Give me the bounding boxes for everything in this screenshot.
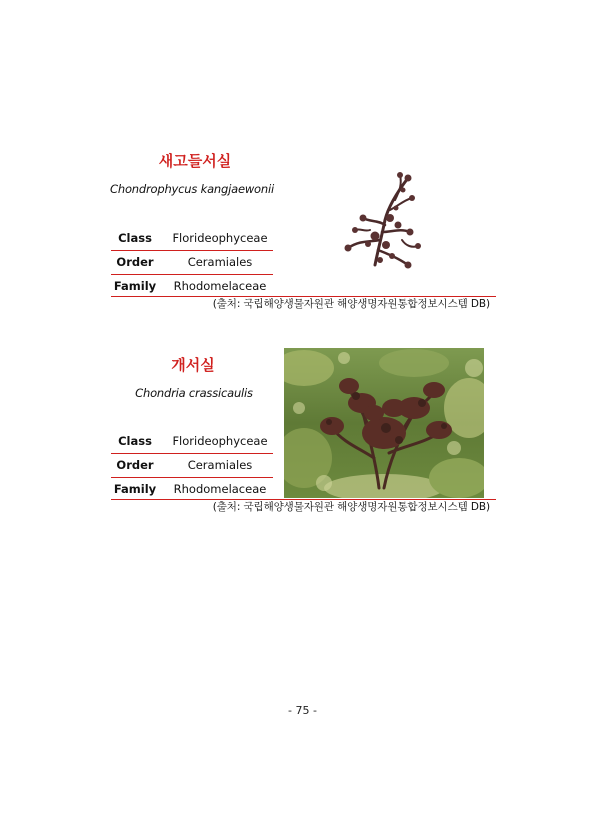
taxonomy-row-class — [111, 227, 273, 251]
species-scientific-name: Chondrophycus kangjaewonii — [110, 182, 274, 196]
taxonomy-label: Family — [113, 482, 157, 496]
taxonomy-label: Class — [118, 231, 152, 245]
species-korean-name: 새고들서실 — [158, 152, 232, 170]
page-number: - 75 - — [288, 704, 317, 717]
taxonomy-row-order — [111, 454, 273, 478]
taxonomy-row-class — [111, 430, 273, 454]
taxonomy-value: Florideophyceae — [172, 434, 268, 448]
taxonomy-label: Order — [116, 458, 154, 472]
taxonomy-row-family — [111, 478, 273, 501]
taxonomy-row-order — [111, 251, 273, 275]
source-citation: (출처: 국립해양생물자원관 해양생명자원통합정보시스템 DB) — [212, 501, 490, 513]
taxonomy-value: Florideophyceae — [172, 231, 268, 245]
taxonomy-label: Class — [118, 434, 152, 448]
seaweed-specimen-photo — [330, 170, 430, 280]
taxonomy-row-family — [111, 275, 273, 298]
species-korean-name: 개서실 — [171, 356, 215, 374]
source-citation: (출처: 국립해양생물자원관 해양생명자원통합정보시스템 DB) — [212, 298, 490, 310]
taxonomy-table — [111, 430, 273, 501]
taxonomy-value: Ceramiales — [187, 458, 253, 472]
taxonomy-table — [111, 227, 273, 298]
taxonomy-value: Ceramiales — [187, 255, 253, 269]
taxonomy-label: Order — [116, 255, 154, 269]
underwater-seaweed-photo — [284, 348, 484, 498]
taxonomy-label: Family — [113, 279, 157, 293]
taxonomy-value: Rhodomelaceae — [173, 482, 267, 496]
taxonomy-value: Rhodomelaceae — [173, 279, 267, 293]
species-scientific-name: Chondria crassicaulis — [135, 386, 253, 400]
